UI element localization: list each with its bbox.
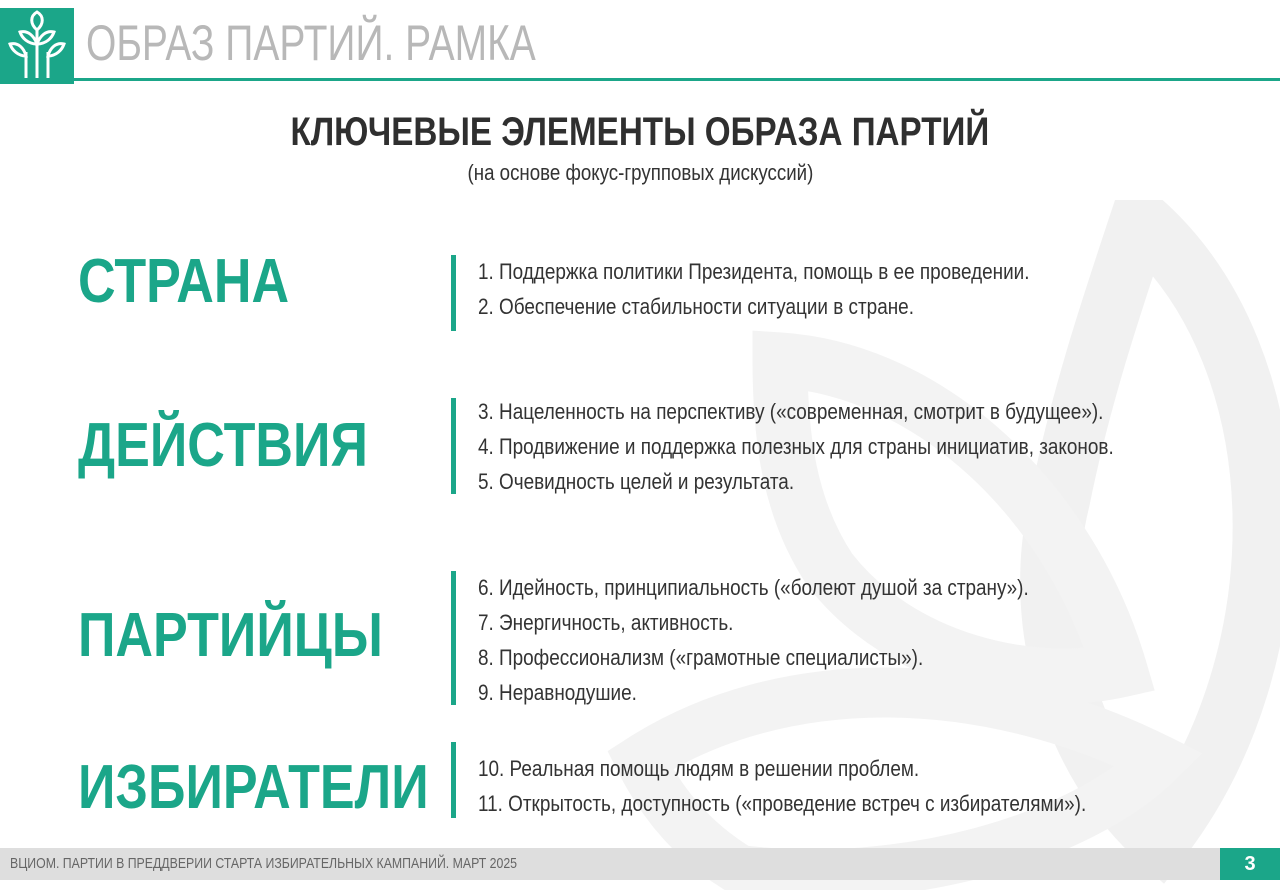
list-item: 4. Продвижение и поддержка полезных для страны инициатив, законов.: [478, 434, 1114, 459]
list-item: 2. Обеспечение стабильности ситуации в стране.: [478, 294, 914, 319]
header-divider: [74, 78, 1280, 81]
section-bar-actions: [451, 398, 456, 494]
list-item: 11. Открытость, доступность («проведение встреч с избирателями»).: [478, 791, 1087, 816]
list-item: 8. Профессионализм («грамотные специалисты»).: [478, 645, 924, 670]
section-label-country: СТРАНА: [78, 247, 290, 316]
section-label-members: ПАРТИЙЦЫ: [78, 601, 383, 670]
list-item: 6. Идейность, принципиальность («болеют душой за страну»).: [478, 575, 1029, 600]
tree-logo-icon: [0, 8, 74, 84]
header-title: ОБРАЗ ПАРТИЙ. РАМКА: [86, 15, 536, 71]
list-item: 3. Нацеленность на перспективу («современная, смотрит в будущее»).: [478, 399, 1104, 424]
footer: [0, 848, 1280, 880]
section-bar-voters: [451, 742, 456, 818]
logo: [0, 8, 74, 84]
section-bar-members: [451, 571, 456, 705]
list-item: 1. Поддержка политики Президента, помощь в ее проведении.: [478, 259, 1030, 284]
section-items-actions: [478, 394, 1217, 499]
subtitle: [0, 158, 1280, 188]
list-item: 7. Энергичность, активность.: [478, 610, 734, 635]
list-item: 5. Очевидность целей и результата.: [478, 469, 795, 494]
footer-text: ВЦИОМ. ПАРТИИ В ПРЕДДВЕРИИ СТАРТА ИЗБИРАТЕЛЬНЫХ КАМПАНИЙ. МАРТ 2025: [10, 855, 518, 872]
main-title-text: КЛЮЧЕВЫЕ ЭЛЕМЕНТЫ ОБРАЗА ПАРТИЙ: [290, 110, 990, 154]
section-label-voters: ИЗБИРАТЕЛИ: [78, 753, 429, 822]
subtitle-text: (на основе фокус-групповых дискуссий): [467, 160, 813, 185]
section-items-voters: [478, 751, 1185, 821]
section-items-members: [478, 570, 1118, 710]
section-bar-country: [451, 255, 456, 331]
section-label-actions: ДЕЙСТВИЯ: [78, 411, 368, 480]
section-items-country: [478, 254, 1119, 324]
main-title: [0, 106, 1280, 158]
list-item: 10. Реальная помощь людям в решении проблем.: [478, 756, 920, 781]
list-item: 9. Неравнодушие.: [478, 680, 637, 705]
page-number: 3: [1220, 848, 1280, 880]
